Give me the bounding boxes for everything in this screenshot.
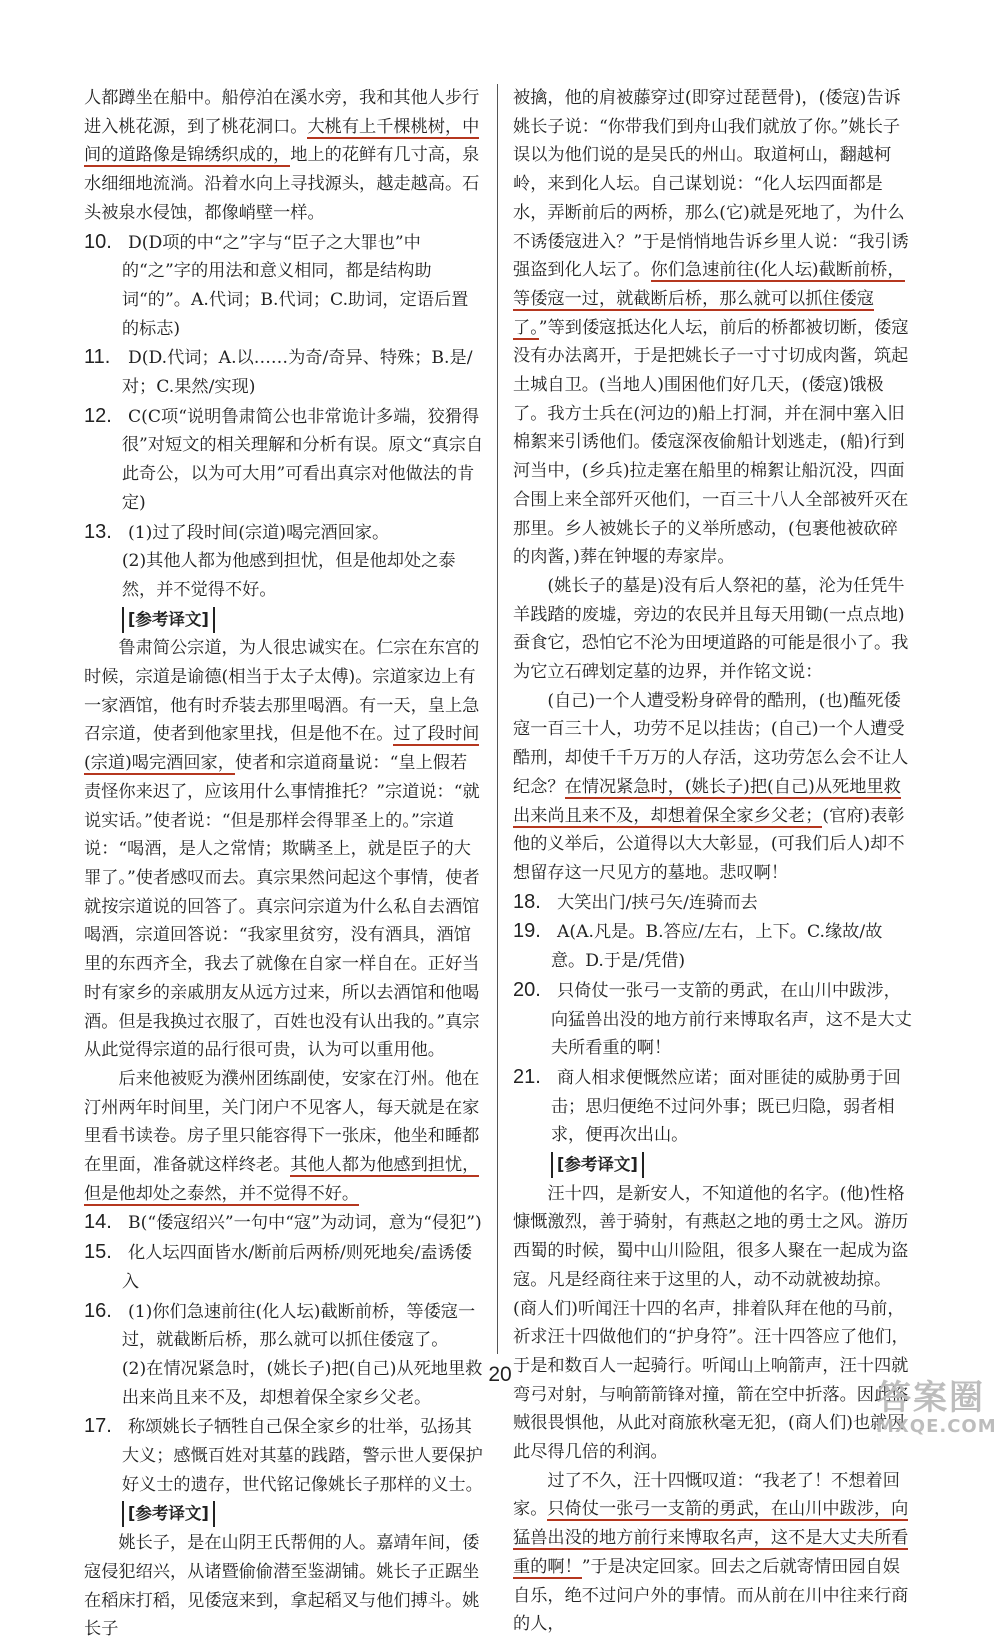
answer-14: 14. B(“倭寇绍兴”一句中“寇”为动词，意为“侵犯”) <box>84 1208 484 1238</box>
answer-10: 10. D(D项的中“之”字与“臣子之大罪也”中的“之”字的用法和意义相同，都是结构助词“的”。A.代词；B.代词；C.助词，定语后置的标志) <box>84 228 484 344</box>
translation-paragraph: 后来他被贬为濮州团练副使，安家在汀州。他在汀州两年时间里，关门闭户不见客人，每天就是在家里看书读卷。房子里只能容得下一张床，他坐和睡都在里面，准备就这样终老。其他人都为他感到担忧，但是他却处之泰然，并不觉得不好。 <box>84 1068 480 1204</box>
question-number: 16. <box>84 1299 112 1322</box>
question-number: 15. <box>84 1241 112 1264</box>
column-divider <box>497 84 498 1354</box>
answer-16-part-2: (2)在情况紧急时，(姚长子)把(自己)从死地里救出来尚且来不及，却想着保全家乡父老。 <box>121 1358 483 1408</box>
left-column <box>84 84 484 1644</box>
question-number: 17. <box>84 1415 112 1438</box>
reference-translation-label: [参考译文] <box>551 1152 644 1178</box>
translation-paragraph: 汪十四，是新安人，不知道他的名字。(他)性格慷慨激烈，善于骑射，有燕赵之地的勇士之风。游历西蜀的时候，蜀中山川险阻，很多人聚在一起成为盗寇。凡是经商往来于这里的人，动不动就被劫掠。(商人们)听闻汪十四的名声，排着队拜在他的马前，祈求汪十四做他们的“护身符”。汪十四答应了他们，于是和数百人一起骑行。听闻山上响箭声，汪十四就弯弓对射，与响箭箭锋对撞，箭在空中折落。因此盗贼很畏惧他，从此对商旅秋毫无犯，(商人们)也就因此尽得几倍的利润。 <box>513 1183 909 1463</box>
passage-intro: 人都蹲坐在船中。船停泊在溪水旁，我和其他人步行进入桃花源，到了桃花洞口。大桃有上千棵桃树，中间的道路像是锦绣织成的，地上的花鲜有几寸高，泉水细细地流淌。沿着水向上寻找源头，越走越高。石头被泉水侵蚀，都像峭壁一样。 <box>84 88 480 223</box>
answer-16: 16. (1)你们急速前往(化人坛)截断前桥，等倭寇一过，就截断后桥，那么就可以抓住倭寇了。 <box>84 1297 484 1355</box>
answer-21: 21. 商人相求便慨然应诺；面对匪徒的威胁勇于回击；思归便绝不过问外事；既已归隐，弱者相求，便再次出山。 <box>513 1063 913 1150</box>
answer-20: 20. 只倚仗一张弓一支箭的勇武，在山川中跋涉，向猛兽出没的地方前行来博取名声，这不是大丈夫所看重的啊！ <box>513 976 913 1063</box>
translation-paragraph: 鲁肃简公宗道，为人很忠诚实在。仁宗在东宫的时候，宗道是谕德(相当于太子太傅)。宗道家边上有一家酒馆，他有时乔装去那里喝酒。有一天，皇上急召宗道，使者到他家里找，但是他不在。过了段时间(宗道)喝完酒回家，使者和宗道商量说：“皇上假若责怪你来迟了，应该用什么事情推托？”宗道说：“就说实话。”使者说：“但是那样会得罪圣上的。”宗道说：“喝酒，是人之常情；欺瞒圣上，就是臣子的大罪了。”使者感叹而去。真宗果然问起这个事情，使者就按宗道说的回答了。真宗问宗道为什么私自去酒馆喝酒，宗道回答说：“我家里贫穷，没有酒具，酒馆里的东西齐全，我去了就像在自家一样自在。正好当时有家乡的亲戚朋友从远方过来，所以去酒馆和他喝酒。但是我换过衣服了，百姓也没有认出我的。”真宗从此觉得宗道的品行很可贵，认为可以重用他。 <box>84 638 480 1061</box>
underline-mark: 你们急速前往(化人坛)截断前桥，等倭寇一过，就截断后桥，那么就可以抓住倭寇了。 <box>513 260 905 338</box>
answer-19: 19. A(A.凡是。B.答应/左右，上下。C.缘故/故意。D.于是/凭借) <box>513 917 913 975</box>
answer-12: 12. C(C项“说明鲁肃简公也非常诡计多端，狡猾得很”对短文的相关理解和分析有误。原文“真宗自此奇公，以为可大用”可看出真宗对他做法的肯定) <box>84 402 484 518</box>
question-number: 20. <box>513 978 541 1001</box>
right-column <box>513 84 913 1639</box>
question-number: 14. <box>84 1211 112 1234</box>
answer-13: 13. (1)过了段时间(宗道)喝完酒回家。 <box>84 518 484 548</box>
translation-paragraph: 被擒，他的肩被藤穿过(即穿过琵琶骨)，(倭寇)告诉姚长子说：“你带我们到舟山我们就放了你。”姚长子误以为他们说的是吴氏的州山。取道柯山，翻越柯岭，来到化人坛。自己谋划说：“化人坛四面都是水，弄断前后的两桥，那么(它)就是死地了，为什么不诱倭寇进入？”于是悄悄地告诉乡里人说：“我引诱强盗到化人坛了。你们急速前往(化人坛)截断前桥，等倭寇一过，就截断后桥，那么就可以抓住倭寇了。”等到倭寇抵达化人坛，前后的桥都被切断，倭寇没有办法离开，于是把姚长子一寸寸切成肉酱，筑起土城自卫。(当地人)围困他们好几天，(倭寇)饿极了。我方士兵在(河边的)船上打洞，并在洞中塞入旧棉絮来引诱他们。倭寇深夜偷船计划逃走，(船)行到河当中，(乡兵)拉走塞在船里的棉絮让船沉没，四面合围上来全部歼灭他们，一百三十八人全部被歼灭在那里。乡人被姚长子的义举所感动，(包裹他被砍碎的肉酱，)葬在钟堰的寿家岸。 <box>513 88 909 568</box>
reference-translation-label: [参考译文] <box>122 607 215 633</box>
answer-17: 17. 称颂姚长子牺牲自己保全家乡的壮举，弘扬其大义；感慨百姓对其墓的践踏，警示世人要保护好义士的遗存，世代铭记像姚长子那样的义士。 <box>84 1412 484 1499</box>
underline-mark: 在情况紧急时，(姚长子)把(自己)从死地里救出来尚且来不及，却想着保全家乡父老； <box>513 776 901 826</box>
watermark-logo: 答案圈 MXQE.COM <box>876 1378 997 1437</box>
answer-11: 11. D(D.代词；A.以……为奇/奇异、特殊；B.是/对；C.果然/实现) <box>84 343 484 401</box>
reference-translation-label: [参考译文] <box>122 1501 215 1527</box>
underline-mark: 其他人都为他感到担忧，但是他却处之泰然，并不觉得不好。 <box>84 1155 480 1204</box>
question-number: 13. <box>84 520 112 543</box>
answer-18: 18. 大笑出门/挟弓矢/连骑而去 <box>513 888 913 918</box>
translation-paragraph: 姚长子，是在山阴王氏帮佣的人。嘉靖年间，倭寇侵犯绍兴，从诸暨偷偷潜至鉴湖铺。姚长子正踞坐在稻床打稻，见倭寇来到，拿起稻叉与他们搏斗。姚长子 <box>84 1533 480 1640</box>
page-number: 20 <box>488 1363 512 1386</box>
question-number: 10. <box>84 230 112 253</box>
underline-mark: 大桃有上千棵桃树，中间的道路像是锦绣织成的， <box>84 116 480 166</box>
question-number: 19. <box>513 920 541 943</box>
translation-paragraph: (自己)一个人遭受粉身碎骨的酷刑，(也)醢死倭寇一百三十人，功劳不足以挂齿；(自己)一个人遭受酷刑，却使千千万万的人存活，这功劳怎么会不让人纪念？在情况紧急时，(姚长子)把(自己)从死地里救出来尚且来不及，却想着保全家乡父老；(官府)表彰他的义举后，公道得以大大彰显，(可我们后人)却不想留存这一尺见方的墓地。悲叹啊！ <box>513 690 909 883</box>
underline-mark: 过了段时间(宗道)喝完酒回家， <box>84 724 480 774</box>
answer-15: 15. 化人坛四面皆水/断前后两桥/则死地矣/盍诱倭入 <box>84 1238 484 1296</box>
question-number: 18. <box>513 890 541 913</box>
question-number: 11. <box>84 346 111 369</box>
translation-paragraph: (姚长子的墓是)没有后人祭祀的墓，沦为任凭牛羊践踏的废墟，旁边的农民并且每天用锄(一点点地)蚕食它，恐怕它不沦为田埂道路的可能是很小了。我为它立石碑划定墓的边界，并作铭文说： <box>513 575 909 683</box>
answer-13-part-2: (2)其他人都为他感到担忧，但是他却处之泰然，并不觉得不好。 <box>121 551 456 600</box>
underline-mark: 只倚仗一张弓一支箭的勇武，在山川中跋涉，向猛兽出没的地方前行来博取名声，这不是大丈夫所看重的啊！ <box>513 1499 909 1577</box>
question-number: 21. <box>513 1065 541 1088</box>
question-number: 12. <box>84 404 112 427</box>
translation-paragraph: 过了不久，汪十四慨叹道：“我老了！不想着回家。只倚仗一张弓一支箭的勇武，在山川中跋涉，向猛兽出没的地方前行来博取名声，这不是大丈夫所看重的啊！”于是决定回家。回去之后就寄情田园自娱自乐，绝不过问户外的事情。而从前在川中往来行商的人， <box>513 1470 909 1635</box>
